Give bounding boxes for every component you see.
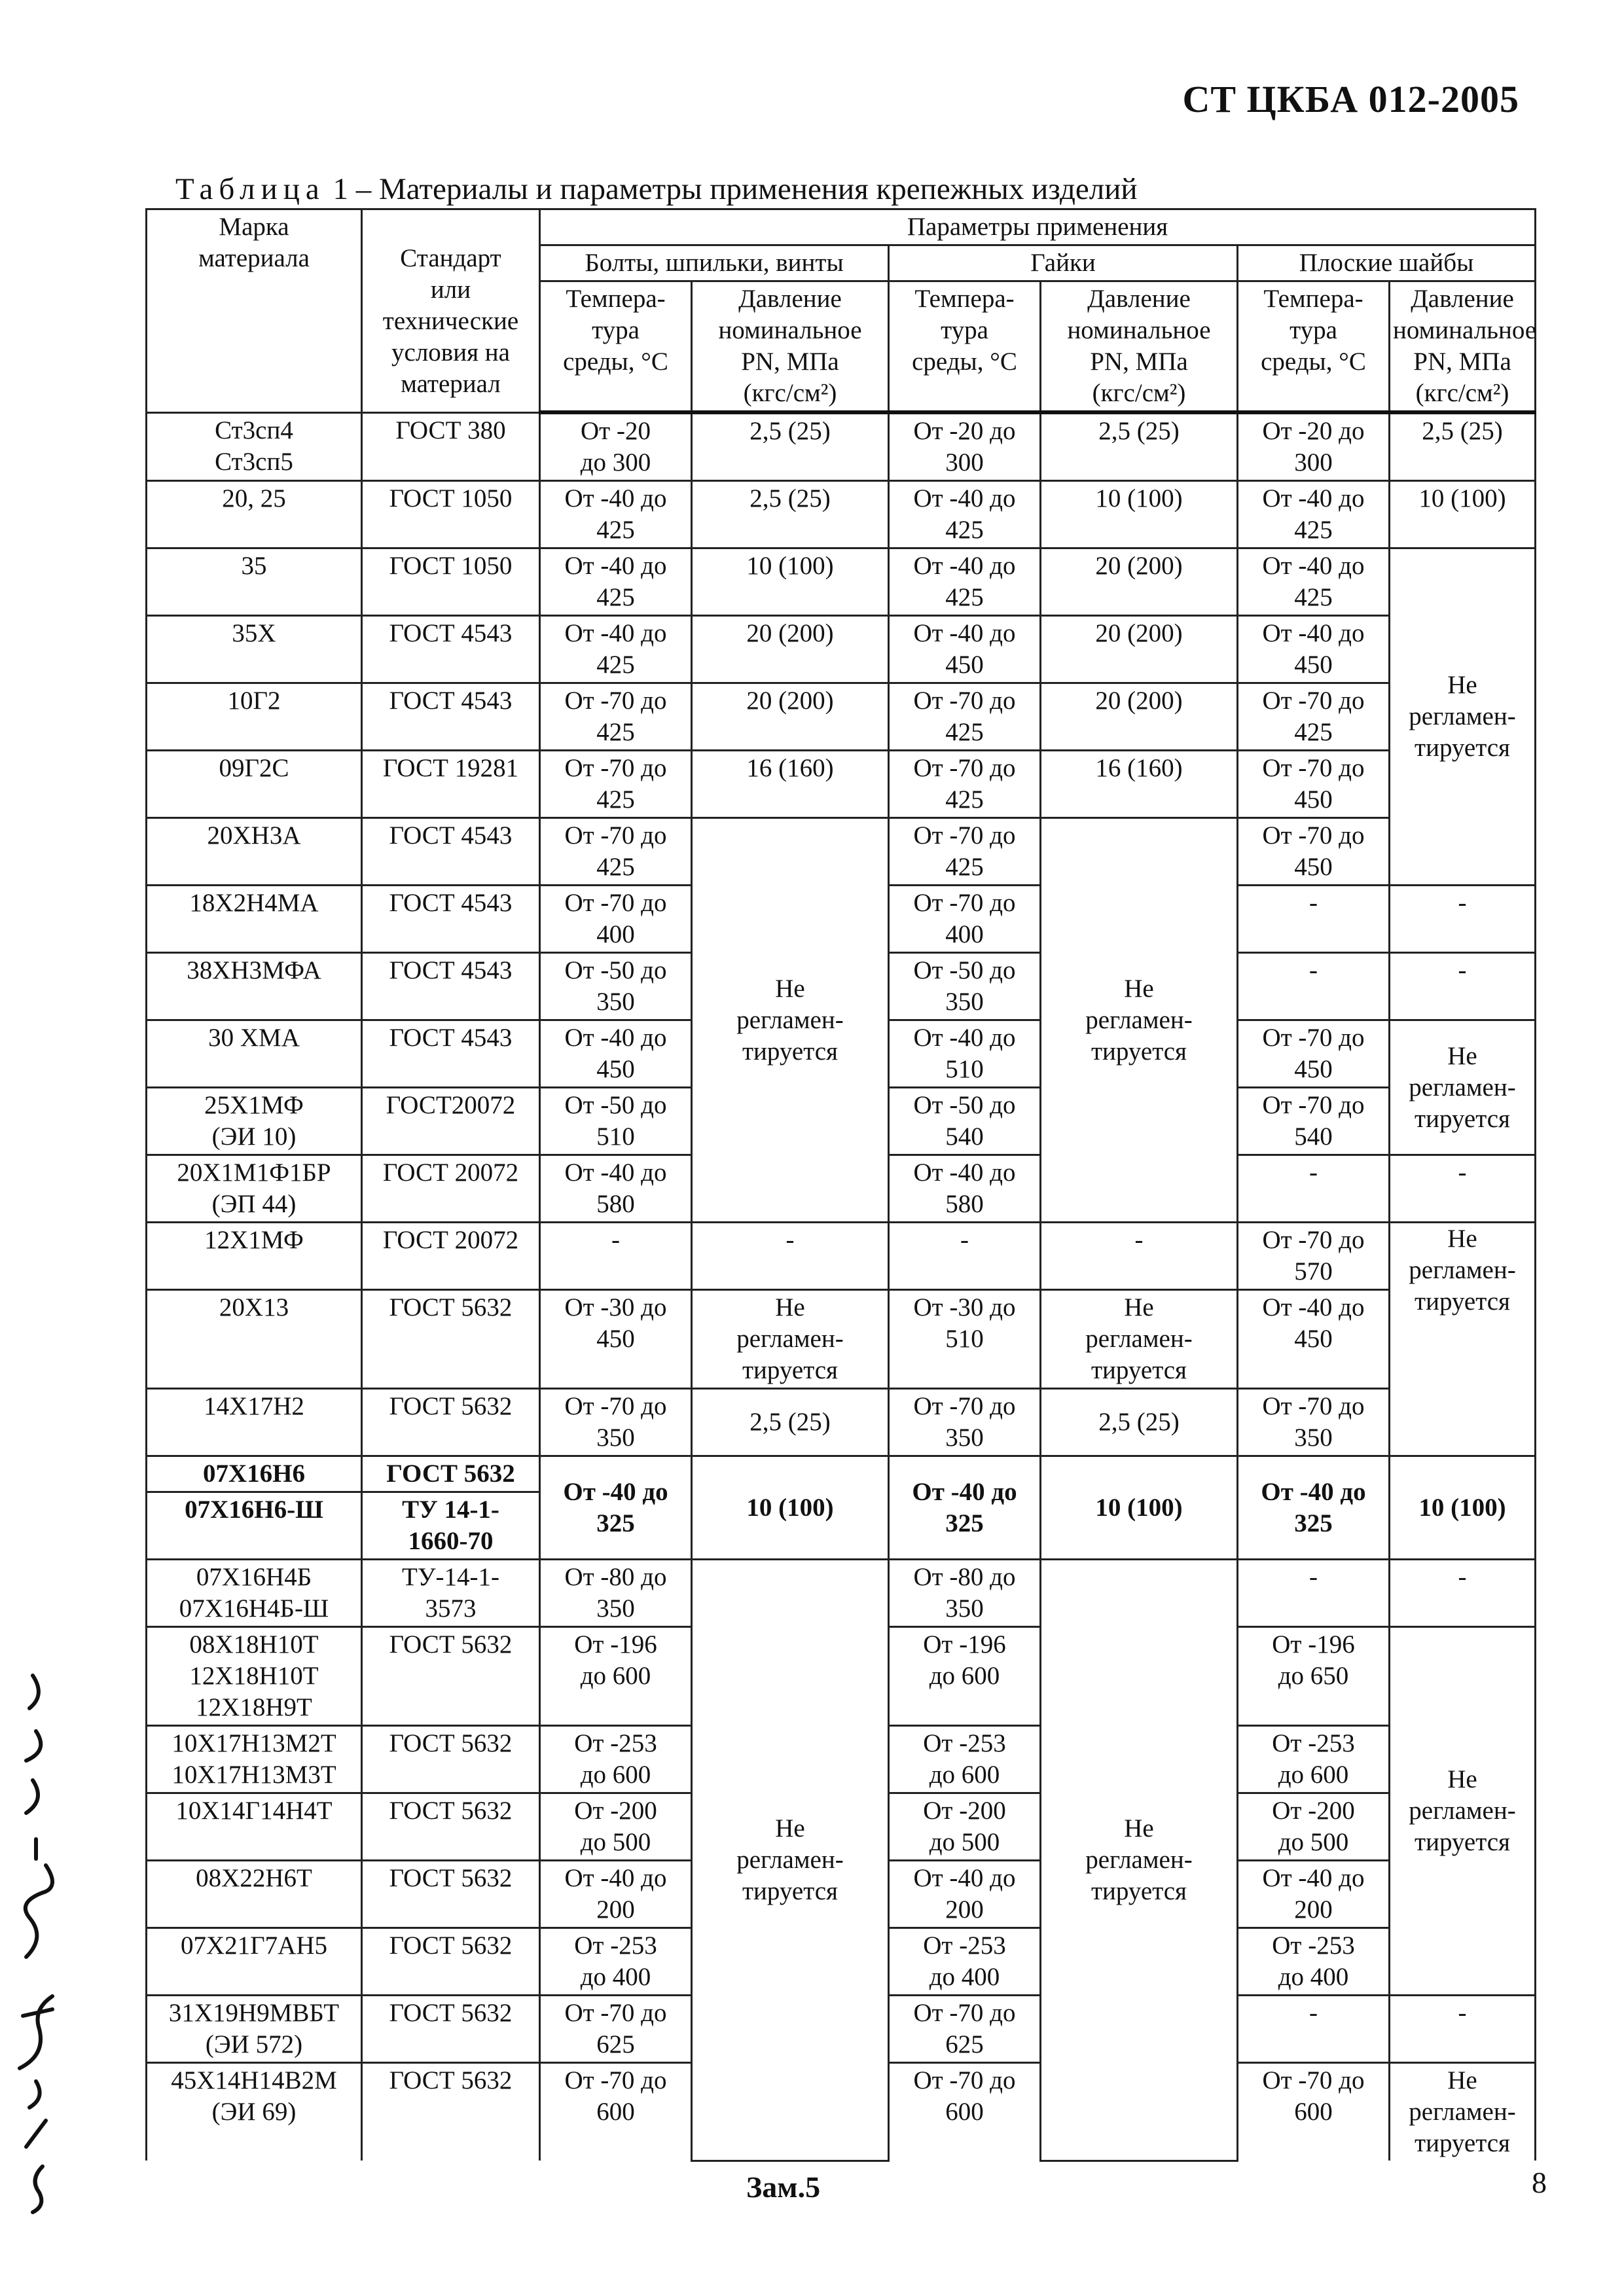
cell-washers-temp: От -70 до 450 [1238,1020,1390,1088]
cell-washers-pressure: - [1390,886,1536,953]
cell-washers-pressure: 2,5 (25) [1390,412,1536,481]
cell-washers-temp: От -200 до 500 [1238,1793,1390,1861]
header-bolts-temp: Темпера- тура среды, °С [540,281,692,413]
cell-grade: 10Г2 [147,683,362,751]
cell-washers-temp: От -253 до 400 [1238,1928,1390,1996]
cell-bolts-temp: От -40 до 580 [540,1155,692,1223]
cell-bolts-temp: От -200 до 500 [540,1793,692,1861]
cell-nuts-temp: От -80 до 350 [889,1560,1041,1627]
cell-standard: ГОСТ 5632 [362,1928,540,1996]
cell-standard: ГОСТ 4543 [362,1020,540,1088]
cell-washers-temp: От -70 до 425 [1238,683,1390,751]
cell-nuts-temp: От -30 до 510 [889,1290,1041,1389]
cell-bolts-temp: От -253 до 600 [540,1726,692,1793]
cell-standard: ГОСТ 5632 [362,1996,540,2063]
cell-washers-pressure-not-regulated: Не регламен- тируется [1390,1020,1536,1155]
header-bolts: Болты, шпильки, винты [540,245,889,281]
header-standard: Стандарт или технические условия на материал [362,209,540,413]
cell-bolts-temp: От -40 до 425 [540,616,692,683]
cell-grade: 10Х17Н13М2Т 10Х17Н13М3Т [147,1726,362,1793]
cell-standard: ТУ-14-1- 3573 [362,1560,540,1627]
cell-nuts-temp: От -50 до 540 [889,1088,1041,1155]
cell-bolts-temp: От -70 до 425 [540,751,692,818]
cell-standard: ГОСТ 20072 [362,1155,540,1223]
header-washers-pressure: Давление номинальное PN, МПа (кгс/см²) [1390,281,1536,413]
cell-grade: 07Х16Н4Б 07Х16Н4Б-Ш [147,1560,362,1627]
cell-bolts-temp: От -70 до 400 [540,886,692,953]
cell-nuts-temp: От -196 до 600 [889,1627,1041,1726]
cell-nuts-pressure: 2,5 (25) [1041,1389,1238,1456]
cell-bolts-pressure-not-regulated: Не регламен- тируется [692,1290,889,1389]
cell-standard: ГОСТ 5632 [362,1627,540,1726]
cell-washers-temp: От -40 до 425 [1238,548,1390,616]
cell-bolts-pressure: 2,5 (25) [692,481,889,548]
cell-nuts-pressure: 10 (100) [1041,481,1238,548]
cell-nuts-temp: - [889,1223,1041,1290]
cell-bolts-pressure: 10 (100) [692,548,889,616]
cell-nuts-temp: От -50 до 350 [889,953,1041,1020]
cell-nuts-temp: От -200 до 500 [889,1793,1041,1861]
cell-washers-temp: От -40 до 200 [1238,1861,1390,1928]
cell-bolts-temp: От -40 до 325 [540,1456,692,1560]
cell-washers-temp: От -40 до 450 [1238,1290,1390,1389]
cell-bolts-pressure: - [692,1223,889,1290]
cell-bolts-temp: От -70 до 425 [540,818,692,886]
cell-washers-pressure: 10 (100) [1390,1456,1536,1560]
header-grade: Марка материала [147,209,362,413]
cell-washers-pressure: Не регламен- тируется [1390,2063,1536,2161]
cell-nuts-temp: От -40 до 425 [889,481,1041,548]
cell-washers-temp: От -70 до 600 [1238,2063,1390,2161]
cell-washers-pressure-not-regulated: Не регламен- тируется [1390,1627,1536,1996]
cell-nuts-temp: От -70 до 625 [889,1996,1041,2063]
header-params: Параметры применения [540,209,1536,245]
header-nuts-pressure: Давление номинальное PN, МПа (кгс/см²) [1041,281,1238,413]
cell-washers-pressure: 10 (100) [1390,481,1536,548]
cell-washers-temp: - [1238,886,1390,953]
cell-standard: ГОСТ 4543 [362,616,540,683]
cell-grade: 18Х2Н4МА [147,886,362,953]
cell-nuts-temp: От -70 до 350 [889,1389,1041,1456]
cell-nuts-pressure: 10 (100) [1041,1456,1238,1560]
cell-grade: 20, 25 [147,481,362,548]
cell-nuts-pressure: - [1041,1223,1238,1290]
cell-nuts-temp: От -20 до 300 [889,412,1041,481]
cell-standard: ГОСТ 5632 [362,1456,540,1492]
cell-bolts-pressure: 16 (160) [692,751,889,818]
cell-standard: ГОСТ 5632 [362,1290,540,1389]
cell-nuts-temp: От -40 до 510 [889,1020,1041,1088]
cell-nuts-temp: От -40 до 200 [889,1861,1041,1928]
header-washers-temp: Темпера- тура среды, °С [1238,281,1390,413]
cell-standard: ГОСТ 5632 [362,1389,540,1456]
cell-standard: ГОСТ 5632 [362,1861,540,1928]
header-nuts: Гайки [889,245,1238,281]
cell-standard: ТУ 14-1- 1660-70 [362,1492,540,1560]
cell-bolts-pressure: 20 (200) [692,616,889,683]
cell-bolts-temp: От -70 до 425 [540,683,692,751]
cell-nuts-temp: От -70 до 600 [889,2063,1041,2161]
cell-bolts-temp: От -70 до 625 [540,1996,692,2063]
cell-grade: 10Х14Г14Н4Т [147,1793,362,1861]
cell-grade: 14Х17Н2 [147,1389,362,1456]
cell-washers-temp: От -196 до 650 [1238,1627,1390,1726]
cell-nuts-temp: От -70 до 425 [889,818,1041,886]
cell-standard: ГОСТ 1050 [362,481,540,548]
caption-number: 1 [333,172,349,206]
cell-nuts-temp: От -253 до 400 [889,1928,1041,1996]
cell-standard: ГОСТ 5632 [362,1793,540,1861]
cell-washers-temp: - [1238,1996,1390,2063]
cell-grade: 35 [147,548,362,616]
cell-nuts-temp: От -40 до 325 [889,1456,1041,1560]
cell-nuts-temp: От -253 до 600 [889,1726,1041,1793]
cell-standard: ГОСТ 1050 [362,548,540,616]
cell-bolts-temp: - [540,1223,692,1290]
cell-grade: 25Х1МФ (ЭИ 10) [147,1088,362,1155]
cell-washers-temp: От -40 до 425 [1238,481,1390,548]
cell-washers-pressure-not-regulated: Не регламен- тируется [1390,1223,1536,1456]
cell-bolts-temp: От -40 до 450 [540,1020,692,1088]
cell-bolts-pressure: 2,5 (25) [692,412,889,481]
cell-standard: ГОСТ 4543 [362,953,540,1020]
cell-bolts-temp: От -70 до 350 [540,1389,692,1456]
cell-bolts-temp: От -80 до 350 [540,1560,692,1627]
cell-washers-temp: От -70 до 540 [1238,1088,1390,1155]
cell-bolts-temp: От -50 до 350 [540,953,692,1020]
cell-standard: ГОСТ 20072 [362,1223,540,1290]
cell-grade: 30 ХМА [147,1020,362,1088]
caption-text: – Материалы и параметры применения крепежных изделий [348,172,1138,206]
header-nuts-temp: Темпера- тура среды, °С [889,281,1041,413]
materials-table [145,208,1537,2162]
cell-bolts-temp: От -30 до 450 [540,1290,692,1389]
cell-washers-temp: От -40 до 325 [1238,1456,1390,1560]
cell-grade: 20ХН3А [147,818,362,886]
cell-grade: 07Х21Г7АН5 [147,1928,362,1996]
cell-bolts-pressure: 10 (100) [692,1456,889,1560]
cell-nuts-pressure: 20 (200) [1041,548,1238,616]
cell-standard: ГОСТ 4543 [362,818,540,886]
cell-washers-temp: От -70 до 450 [1238,751,1390,818]
cell-bolts-temp: От -20 до 300 [540,412,692,481]
cell-washers-pressure: - [1390,953,1536,1020]
cell-bolts-pressure: 20 (200) [692,683,889,751]
cell-nuts-temp: От -70 до 400 [889,886,1041,953]
cell-washers-pressure: - [1390,1155,1536,1223]
cell-bolts-pressure-not-regulated: Не регламен- тируется [692,818,889,1223]
cell-standard: ГОСТ 5632 [362,2063,540,2161]
cell-standard: ГОСТ 4543 [362,886,540,953]
handwritten-annotation [7,1649,65,2238]
cell-bolts-temp: От -40 до 425 [540,481,692,548]
caption-prefix: Таблица [175,172,325,206]
cell-nuts-pressure: 2,5 (25) [1041,412,1238,481]
cell-nuts-temp: От -40 до 450 [889,616,1041,683]
cell-washers-temp: - [1238,1560,1390,1627]
cell-nuts-temp: От -70 до 425 [889,683,1041,751]
cell-grade: 08Х22Н6Т [147,1861,362,1928]
cell-grade: 31Х19Н9МВБТ (ЭИ 572) [147,1996,362,2063]
cell-grade: 35Х [147,616,362,683]
cell-washers-temp: От -70 до 570 [1238,1223,1390,1290]
cell-washers-temp: - [1238,1155,1390,1223]
cell-washers-temp: От -20 до 300 [1238,412,1390,481]
cell-bolts-pressure: 2,5 (25) [692,1389,889,1456]
cell-standard: ГОСТ 4543 [362,683,540,751]
cell-standard: ГОСТ20072 [362,1088,540,1155]
cell-grade: 45Х14Н14В2М (ЭИ 69) [147,2063,362,2161]
cell-washers-temp: - [1238,953,1390,1020]
cell-nuts-pressure-not-regulated: Не регламен- тируется [1041,1290,1238,1389]
cell-grade: Ст3сп4 Ст3сп5 [147,412,362,481]
cell-grade: 20Х13 [147,1290,362,1389]
header-washers: Плоские шайбы [1238,245,1536,281]
cell-nuts-pressure-not-regulated: Не регламен- тируется [1041,818,1238,1223]
page-number: 8 [1532,2166,1547,2199]
table-caption [175,171,1138,207]
cell-grade: 12Х1МФ [147,1223,362,1290]
cell-standard: ГОСТ 19281 [362,751,540,818]
cell-nuts-pressure: 16 (160) [1041,751,1238,818]
cell-washers-temp: От -70 до 350 [1238,1389,1390,1456]
cell-nuts-pressure-not-regulated: Не регламен- тируется [1041,1560,1238,2161]
cell-bolts-pressure-not-regulated: Не регламен- тируется [692,1560,889,2161]
document-code: СТ ЦКБА 012-2005 [1182,78,1519,120]
cell-grade: 38ХН3МФА [147,953,362,1020]
cell-grade: 08Х18Н10Т 12Х18Н10Т 12Х18Н9Т [147,1627,362,1726]
cell-nuts-temp: От -40 до 425 [889,548,1041,616]
cell-standard: ГОСТ 380 [362,412,540,481]
cell-standard: ГОСТ 5632 [362,1726,540,1793]
cell-washers-pressure-not-regulated: Не регламен- тируется [1390,548,1536,886]
cell-nuts-temp: От -40 до 580 [889,1155,1041,1223]
cell-grade: 07Х16Н6-Ш [147,1492,362,1560]
cell-washers-temp: От -40 до 450 [1238,616,1390,683]
amendment-note: Зам.5 [746,2170,821,2204]
cell-bolts-temp: От -253 до 400 [540,1928,692,1996]
cell-bolts-temp: От -40 до 425 [540,548,692,616]
cell-grade: 09Г2С [147,751,362,818]
cell-nuts-pressure: 20 (200) [1041,616,1238,683]
cell-grade: 07Х16Н6 [147,1456,362,1492]
header-bolts-pressure: Давление номинальное PN, МПа (кгс/см²) [692,281,889,413]
cell-washers-pressure: - [1390,1996,1536,2063]
cell-washers-temp: От -70 до 450 [1238,818,1390,886]
cell-washers-pressure: - [1390,1560,1536,1627]
cell-bolts-temp: От -50 до 510 [540,1088,692,1155]
cell-grade: 20Х1М1Ф1БР (ЭП 44) [147,1155,362,1223]
cell-washers-temp: От -253 до 600 [1238,1726,1390,1793]
cell-bolts-temp: От -70 до 600 [540,2063,692,2161]
cell-bolts-temp: От -40 до 200 [540,1861,692,1928]
cell-nuts-temp: От -70 до 425 [889,751,1041,818]
cell-nuts-pressure: 20 (200) [1041,683,1238,751]
cell-bolts-temp: От -196 до 600 [540,1627,692,1726]
